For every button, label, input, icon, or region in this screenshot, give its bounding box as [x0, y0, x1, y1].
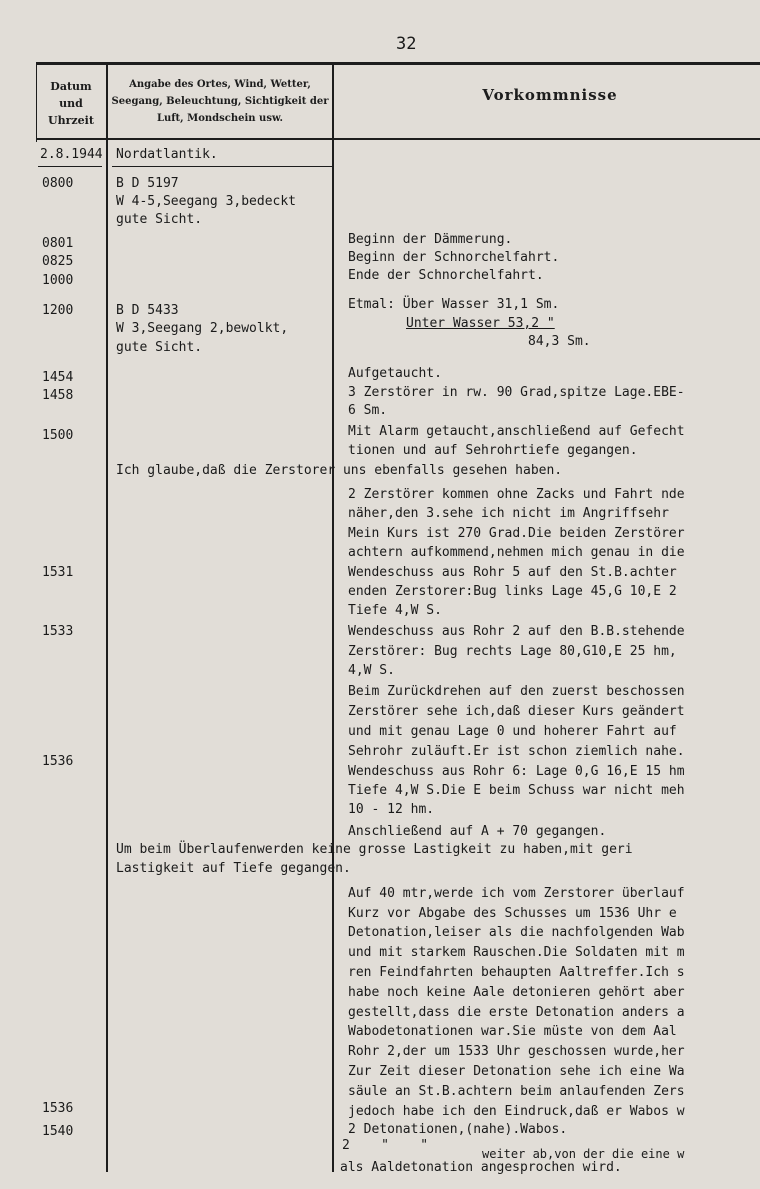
event-line: 2 " " — [342, 1138, 429, 1153]
event-line: jedoch habe ich den Eindruck,daß er Wabos w — [348, 1104, 685, 1119]
time-1531: 1531 — [42, 565, 74, 580]
event-line: Ende der Schnorchelfahrt. — [348, 268, 544, 283]
event-line: Mit Alarm getaucht,anschließend auf Gefecht — [348, 424, 685, 439]
location-line: B D 5197 — [116, 176, 179, 191]
header-top-rule — [36, 62, 760, 65]
event-line: Wendeschuss aus Rohr 5 auf den St.B.achter — [348, 565, 677, 580]
event-line: Kurz vor Abgabe des Schusses um 1536 Uhr e — [348, 906, 677, 921]
event-line: Zerstörer: Bug rechts Lage 80,G10,E 25 hm, — [348, 644, 677, 659]
event-line: Beim Zurückdrehen auf den zuerst beschossen — [348, 684, 685, 699]
time-1500: 1500 — [42, 428, 74, 443]
event-line: näher,den 3.sehe ich nicht im Angriffsehr — [348, 506, 669, 521]
event-line: Rohr 2,der um 1533 Uhr geschossen wurde,her — [348, 1044, 685, 1059]
location-line: B D 5433 — [116, 303, 179, 318]
location-line: W 4-5,Seegang 3,bedeckt — [116, 194, 297, 209]
event-line: 2 Detonationen,(nahe).Wabos. — [348, 1122, 568, 1137]
event-line: Anschließend auf A + 70 gegangen. — [348, 824, 607, 839]
event-line: weiter ab,von der die eine w — [482, 1147, 685, 1161]
event-line: Wabodetonationen war.Sie müste von dem Aal — [348, 1024, 677, 1039]
time-1200: 1200 — [42, 303, 74, 318]
time-1000: 1000 — [42, 273, 74, 288]
header-events: Vorkommnisse — [482, 86, 618, 104]
event-line: 4,W S. — [348, 663, 395, 678]
location-underline — [112, 166, 332, 167]
event-line: Aufgetaucht. — [348, 366, 442, 381]
col2-divider — [332, 62, 334, 1172]
time-1536-second: 1536 — [42, 1101, 74, 1116]
event-line: Sehrohr zuläuft.Er ist schon ziemlich nahe. — [348, 744, 685, 759]
location-line: Nordatlantik. — [116, 147, 218, 162]
wide-remark: Ich glaube,daß die Zerstorer uns ebenfalls gesehen haben. — [116, 463, 563, 478]
location-line: gute Sicht. — [116, 212, 203, 227]
event-line: Zur Zeit dieser Detonation sehe ich eine Wa — [348, 1064, 685, 1079]
header-date-time: Datum und Uhrzeit — [48, 80, 94, 127]
event-line: 3 Zerstörer in rw. 90 Grad,spitze Lage.EBE- — [348, 385, 685, 400]
wide-remark: Um beim Überlaufenwerden keine grosse Lastigkeit zu haben,mit geri — [116, 842, 633, 857]
time-1458: 1458 — [42, 388, 74, 403]
event-line: 10 - 12 hm. — [348, 802, 435, 817]
event-line: 2 Zerstörer kommen ohne Zacks und Fahrt nde — [348, 487, 685, 502]
header-location-weather: Angabe des Ortes, Wind, Wetter, Seegang, Beleuchtung, Sichtigkeit der Luft, Mondschein usw. — [111, 79, 329, 124]
event-line: tionen und auf Sehrohrtiefe gegangen. — [348, 443, 638, 458]
event-line: Detonation,leiser als die nachfolgenden Wab — [348, 925, 685, 940]
event-line: 84,3 Sm. — [528, 334, 591, 349]
event-line: Etmal: Über Wasser 31,1 Sm. — [348, 297, 560, 312]
event-line: säule an St.B.achtern beim anlaufenden Zers — [348, 1084, 685, 1099]
time-1540: 1540 — [42, 1124, 74, 1139]
event-line: Beginn der Dämmerung. — [348, 232, 513, 247]
event-line: Tiefe 4,W S.Die E beim Schuss war nicht meh — [348, 783, 685, 798]
event-line: und mit starkem Rauschen.Die Soldaten mit m — [348, 945, 685, 960]
event-line: Wendeschuss aus Rohr 2 auf den B.B.stehende — [348, 624, 685, 639]
event-line: Zerstörer sehe ich,daß dieser Kurs geändert — [348, 704, 685, 719]
event-line: 6 Sm. — [348, 403, 388, 418]
time-0801: 0801 — [42, 236, 74, 251]
event-line: ren Feindfahrten behaupten Aaltreffer.Ich s — [348, 965, 685, 980]
header-bottom-rule — [36, 138, 760, 140]
wide-remark: Lastigkeit auf Tiefe gegangen. — [116, 861, 351, 876]
event-line: Wendeschuss aus Rohr 6: Lage 0,G 16,E 15 hm — [348, 764, 685, 779]
event-line: und mit genau Lage 0 und hoherer Fahrt auf — [348, 724, 677, 739]
time-1454: 1454 — [42, 370, 74, 385]
event-line: enden Zerstorer:Bug links Lage 45,G 10,E 2 — [348, 584, 677, 599]
time-0800: 0800 — [42, 176, 74, 191]
location-line: W 3,Seegang 2,bewolkt, — [116, 321, 289, 336]
page-number: 32 — [396, 34, 417, 54]
event-line: Unter Wasser 53,2 " — [406, 316, 555, 331]
time-1536-first: 1536 — [42, 754, 74, 769]
event-line: Beginn der Schnorchelfahrt. — [348, 250, 560, 265]
time-1533: 1533 — [42, 624, 74, 639]
date-underline — [38, 166, 102, 167]
left-border — [36, 62, 37, 142]
event-line: achtern aufkommend,nehmen mich genau in die — [348, 545, 685, 560]
entry-date: 2.8.1944 — [40, 147, 103, 162]
event-line: als Aaldetonation angesprochen wird. — [340, 1160, 622, 1175]
time-0825: 0825 — [42, 254, 74, 269]
col1-divider — [106, 62, 108, 1172]
event-line: Mein Kurs ist 270 Grad.Die beiden Zerstörer — [348, 526, 685, 541]
event-line: habe noch keine Aale detonieren gehört aber — [348, 985, 685, 1000]
location-line: gute Sicht. — [116, 340, 203, 355]
event-line: gestellt,dass die erste Detonation anders a — [348, 1005, 685, 1020]
event-line: Tiefe 4,W S. — [348, 603, 442, 618]
event-line: Auf 40 mtr,werde ich vom Zerstorer überlauf — [348, 886, 685, 901]
